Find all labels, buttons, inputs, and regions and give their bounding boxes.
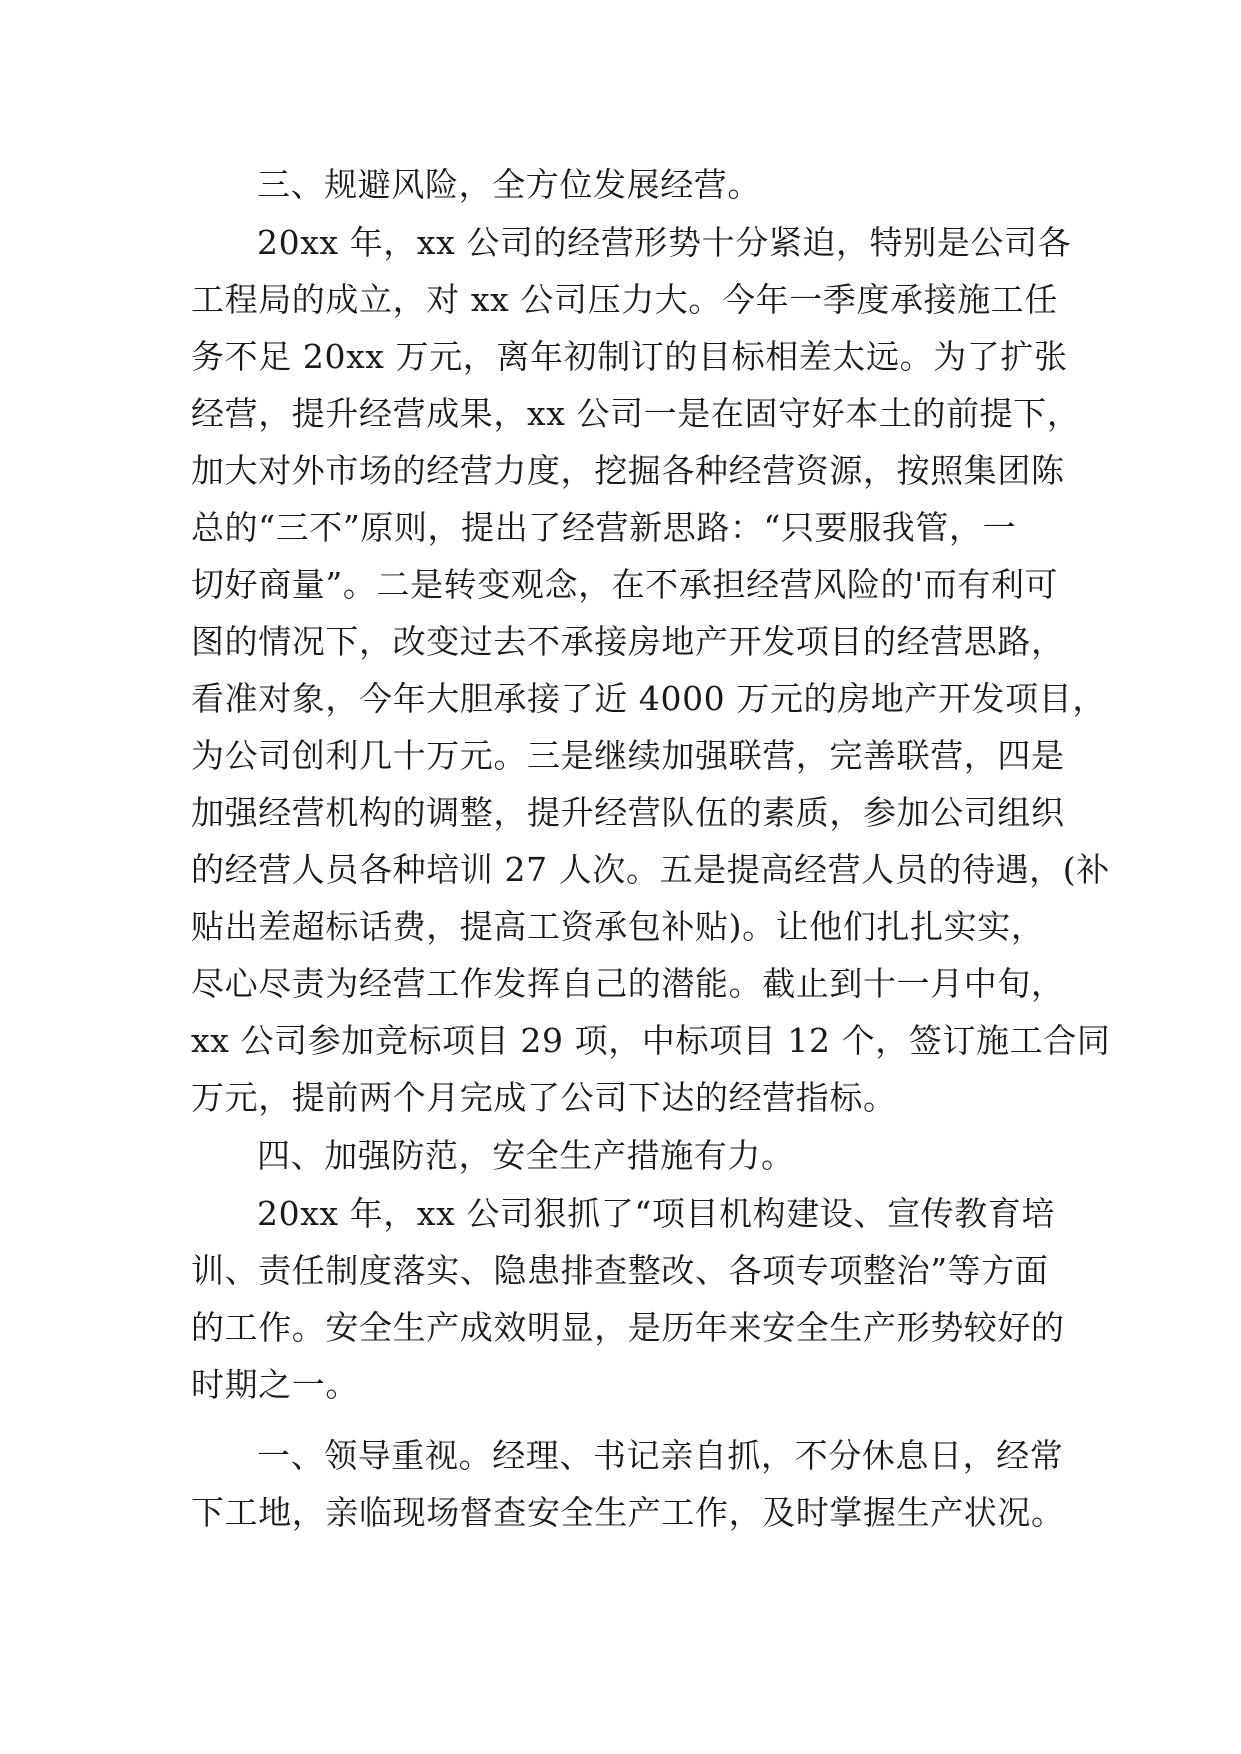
- paragraph-line: 训、责任制度落实、隐患排查整改、各项专项整治”等方面: [191, 1251, 1049, 1290]
- paragraph-line: 加强经营机构的调整，提升经营队伍的素质，参加公司组织: [191, 793, 1065, 832]
- paragraph-line: 贴出差超标话费，提高工资承包补贴)。让他们扎扎实实，: [191, 907, 1045, 946]
- paragraph-line: 经营，提升经营成果，xx 公司一是在固守好本土的前提下，: [191, 394, 1081, 433]
- paragraph-line: 的经营人员各种培训 27 人次。五是提高经营人员的待遇，(补: [191, 850, 1110, 889]
- section-heading-three: 三、规避风险，全方位发展经营。: [257, 165, 761, 204]
- paragraph-line: 一、领导重视。经理、书记亲自抓，不分休息日，经常: [257, 1436, 1064, 1475]
- paragraph-line: 万元，提前两个月完成了公司下达的经营指标。: [191, 1078, 897, 1117]
- paragraph-line: 20xx 年，xx 公司的经营形势十分紧迫，特别是公司各: [257, 223, 1072, 262]
- paragraph-line: 图的情况下，改变过去不承接房地产开发项目的经营思路，: [191, 622, 1065, 661]
- paragraph-line: 务不足 20xx 万元，离年初制订的目标相差太远。为了扩张: [191, 337, 1068, 376]
- paragraph-line: 的工作。安全生产成效明显，是历年来安全生产形势较好的: [191, 1308, 1065, 1347]
- section-heading-four: 四、加强防范，安全生产措施有力。: [257, 1136, 795, 1175]
- paragraph-line: 工程局的成立，对 xx 公司压力大。今年一季度承接施工任: [191, 280, 1059, 319]
- paragraph-line: xx 公司参加竞标项目 29 项，中标项目 12 个，签订施工合同: [191, 1021, 1111, 1060]
- paragraph-line: 切好商量”。二是转变观念，在不承担经营风险的'而有利可: [191, 565, 1059, 604]
- paragraph-line: 为公司创利几十万元。三是继续加强联营，完善联营，四是: [191, 736, 1065, 775]
- paragraph-line: 尽心尽责为经营工作发挥自己的潜能。截止到十一月中旬，: [191, 964, 1065, 1003]
- paragraph-line: 下工地，亲临现场督查安全生产工作，及时掌握生产状况。: [191, 1493, 1065, 1532]
- paragraph-line: 20xx 年，xx 公司狠抓了“项目机构建设、宣传教育培: [257, 1194, 1056, 1233]
- paragraph-line: 时期之一。: [191, 1365, 359, 1404]
- paragraph-line: 看准对象，今年大胆承接了近 4000 万元的房地产开发项目，: [191, 679, 1106, 718]
- paragraph-line: 加大对外市场的经营力度，挖掘各种经营资源，按照集团陈: [191, 451, 1065, 490]
- paragraph-line: 总的“三不”原则，提出了经营新思路：“只要服我管，一: [191, 508, 1017, 547]
